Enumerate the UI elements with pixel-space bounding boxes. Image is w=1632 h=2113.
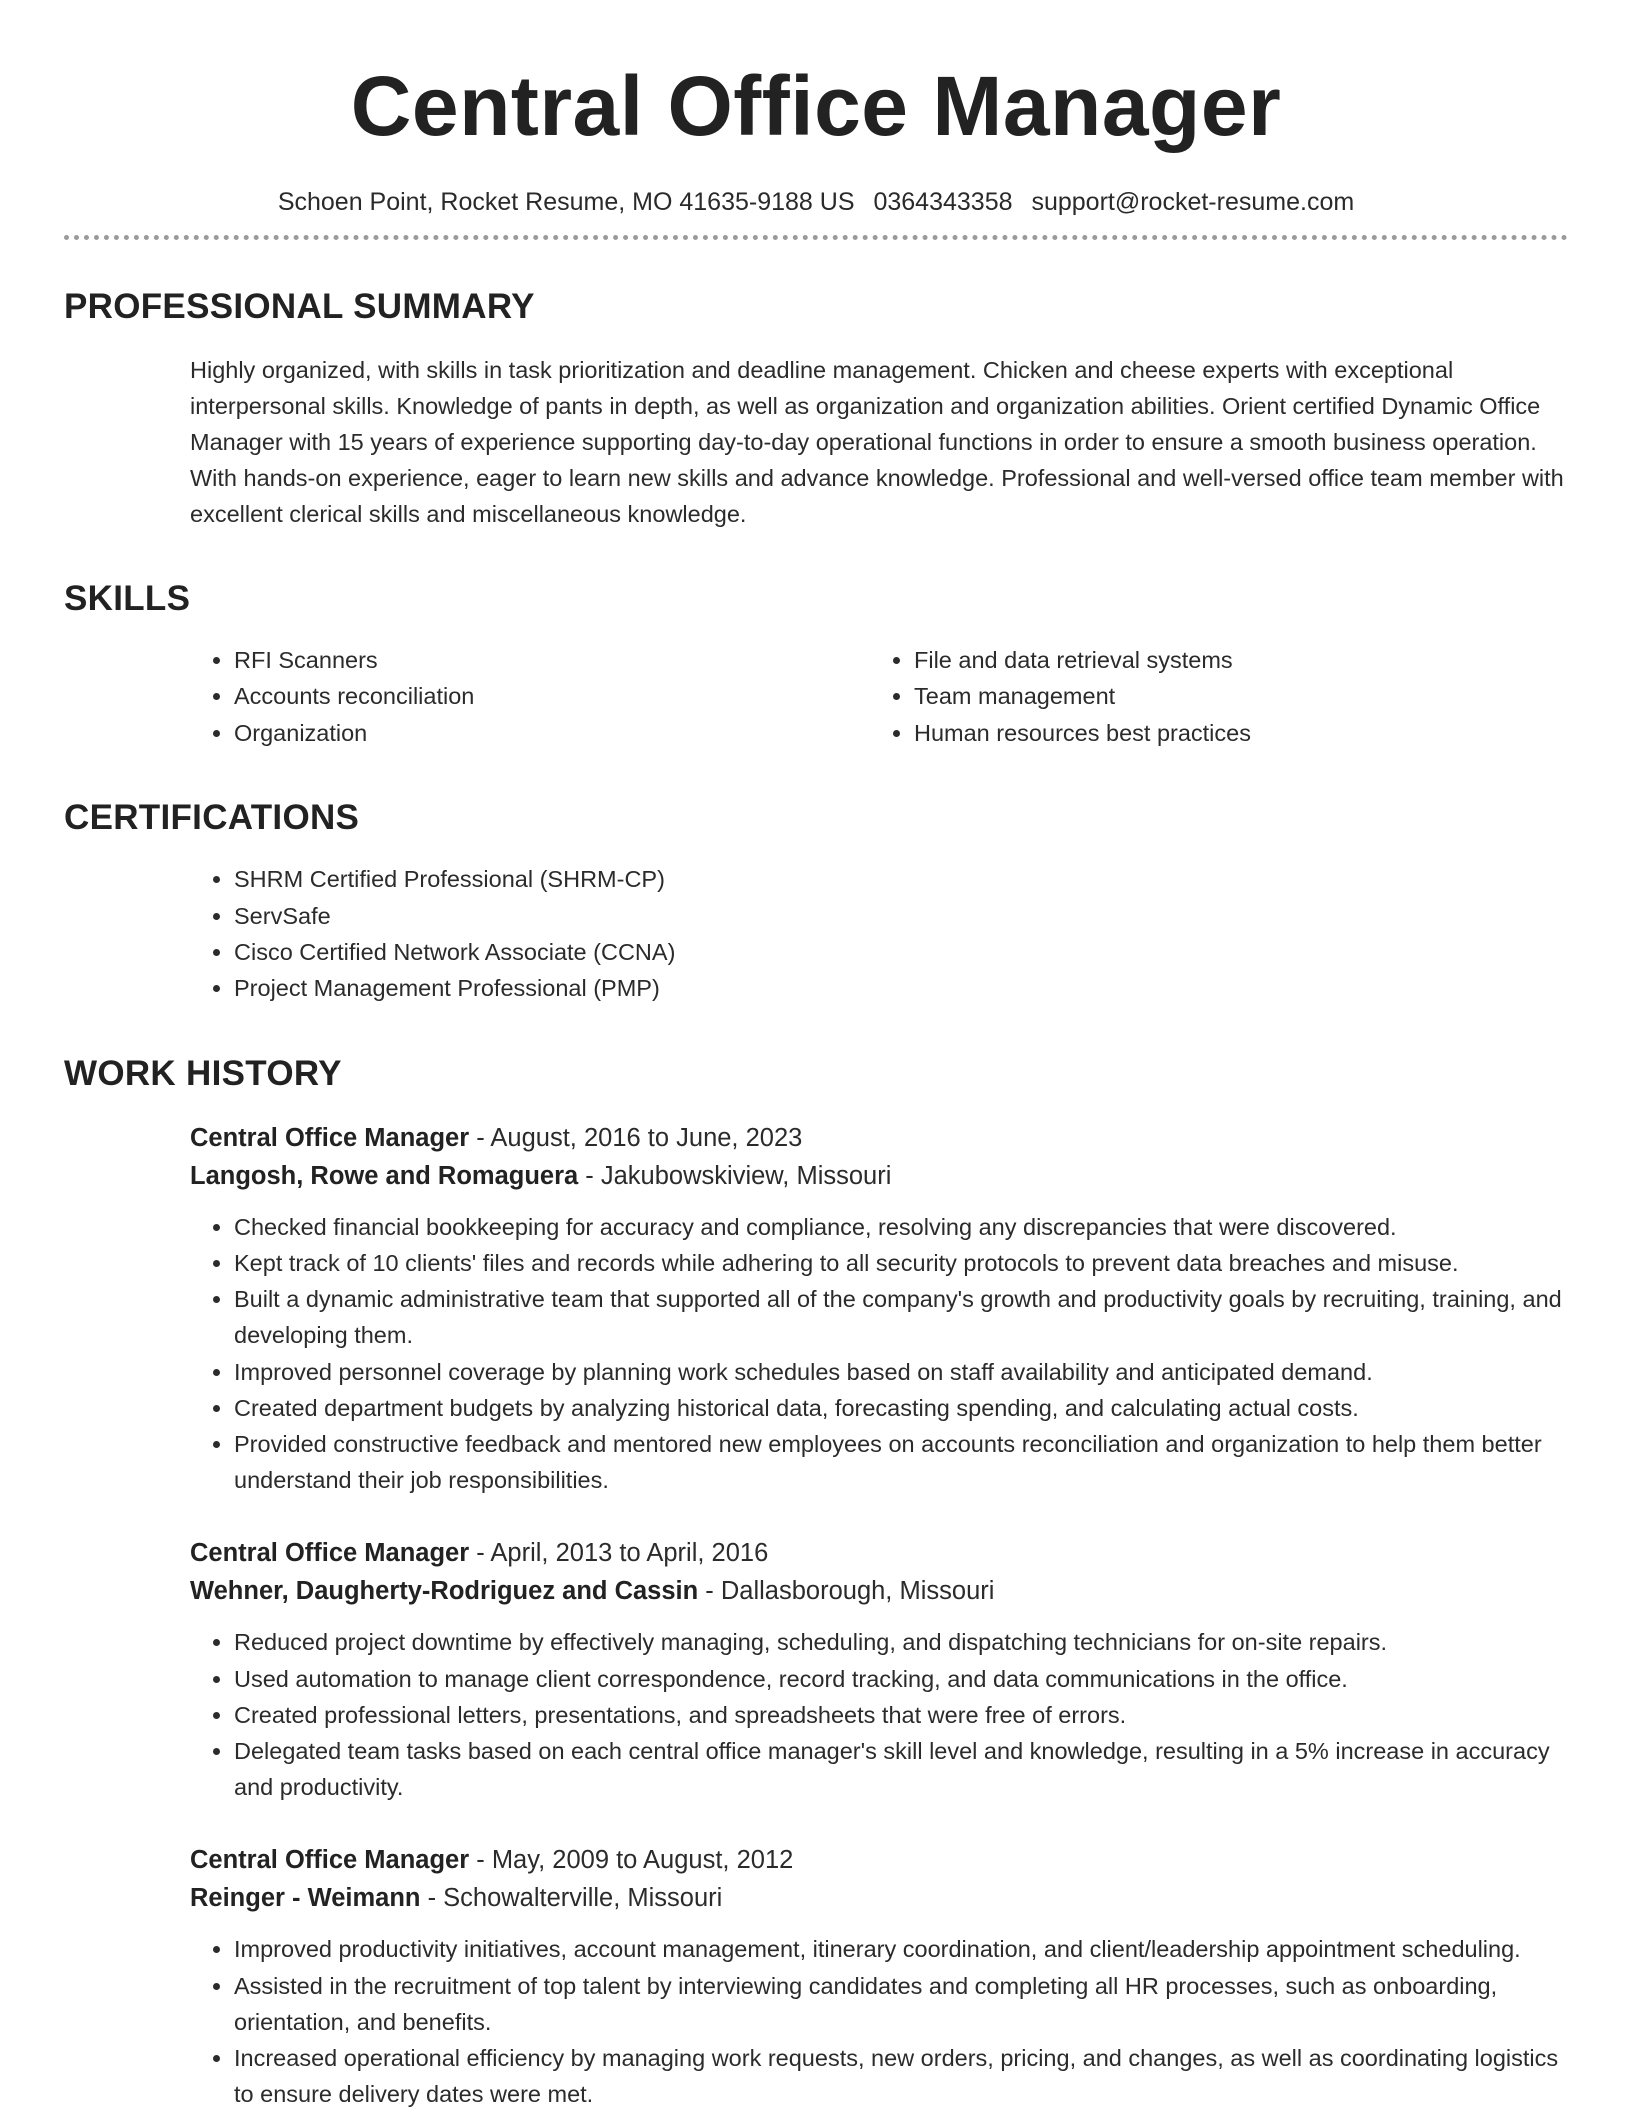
- job-company-line: [190, 1157, 1568, 1195]
- skill-item: • Human resources best practices: [914, 715, 1550, 751]
- job-bullets: [190, 1931, 1568, 2112]
- job-location: - Schowalterville, Missouri: [420, 1884, 723, 1913]
- job-title-line: [190, 1119, 1568, 1157]
- job-title-line: [190, 1534, 1568, 1572]
- job-title: Central Office Manager: [190, 1123, 470, 1152]
- certification-item: • ServSafe: [234, 898, 1568, 934]
- job-title: Central Office Manager: [190, 1846, 470, 1875]
- summary-text: Highly organized, with skills in task prioritization and deadline management. Chicken and cheese experts with exceptional interpersonal skills. Knowledge of pants in depth, as well as organization and organization abilities. Orient certified Dynamic Office Manager with 15 years of experience supporting day-to-day operational functions in order to ensure a smooth business operation. With hands-on experience, eager to learn new skills and advance knowledge. Professional and well-versed office team member with excellent clerical skills and miscellaneous knowledge.: [190, 357, 1564, 527]
- skill-item: • Accounts reconciliation: [234, 678, 870, 714]
- certifications-heading: CERTIFICATIONS: [64, 798, 360, 838]
- job-bullet: • Improved personnel coverage by planning work schedules based on staff availability and anticipated demand.: [234, 1354, 1568, 1390]
- skills-column-left: [190, 642, 870, 751]
- skill-item: • RFI Scanners: [234, 642, 870, 678]
- contact-address: Schoen Point, Rocket Resume, MO 41635-9188 US: [277, 188, 855, 216]
- job-entry: [190, 1841, 1568, 2112]
- contact-line: [64, 186, 1568, 218]
- job-dates: - August, 2016 to June, 2023: [469, 1123, 803, 1152]
- job-bullet: • Increased operational efficiency by managing work requests, new orders, pricing, and changes, as well as coordinating logistics to ensure delivery dates were met.: [234, 2040, 1568, 2112]
- job-bullet: • Checked financial bookkeeping for accuracy and compliance, resolving any discrepancies that were discovered.: [234, 1209, 1568, 1245]
- skills-column-right: [870, 642, 1550, 751]
- certification-item: • Cisco Certified Network Associate (CCNA): [234, 934, 1568, 970]
- certifications-list: [190, 861, 1568, 1007]
- job-bullets: [190, 1209, 1568, 1499]
- contact-email: support@rocket-resume.com: [1031, 188, 1355, 216]
- job-bullets: [190, 1624, 1568, 1805]
- job-bullet: • Provided constructive feedback and mentored new employees on accounts reconciliation and organization to help them better understand their job responsibilities.: [234, 1426, 1568, 1498]
- skill-item: • Organization: [234, 715, 870, 751]
- job-location: - Jakubowskiview, Missouri: [578, 1161, 892, 1190]
- job-bullet: • Built a dynamic administrative team that supported all of the company's growth and productivity goals by recruiting, training, and developing them.: [234, 1281, 1568, 1353]
- job-bullet: • Created professional letters, presentations, and spreadsheets that were free of errors.: [234, 1697, 1568, 1733]
- skills-heading: SKILLS: [64, 579, 191, 618]
- job-company: Wehner, Daugherty-Rodriguez and Cassin: [190, 1577, 699, 1606]
- job-title: Central Office Manager: [190, 1539, 470, 1568]
- work-history-heading: WORK HISTORY: [64, 1053, 342, 1093]
- skills-list: [190, 642, 1568, 751]
- skill-item: • Team management: [914, 678, 1550, 714]
- job-bullet: • Delegated team tasks based on each central office manager's skill level and knowledge, resulting in a 5% increase in accuracy and productivity.: [234, 1733, 1568, 1805]
- job-company-line: [190, 1572, 1568, 1610]
- job-title-line: [190, 1841, 1568, 1879]
- job-bullet: • Improved productivity initiatives, account management, itinerary coordination, and client/leadership appointment scheduling.: [234, 1931, 1568, 1967]
- job-location: - Dallasborough, Missouri: [698, 1577, 995, 1606]
- job-dates: - May, 2009 to August, 2012: [469, 1846, 794, 1875]
- job-bullet: • Kept track of 10 clients' files and records while adhering to all security protocols to prevent data breaches and misuse.: [234, 1245, 1568, 1281]
- resume-page: [64, 0, 1568, 2113]
- skill-item: • File and data retrieval systems: [914, 642, 1550, 678]
- job-company-line: [190, 1879, 1568, 1917]
- header-divider: [64, 235, 1568, 240]
- job-entry: [190, 1119, 1568, 1499]
- certification-item: • SHRM Certified Professional (SHRM-CP): [234, 861, 1568, 897]
- contact-phone: 0364343358: [873, 188, 1013, 216]
- resume-name: Central Office Manager: [350, 59, 1282, 153]
- job-company: Reinger - Weimann: [190, 1884, 421, 1913]
- job-bullet: • Created department budgets by analyzing historical data, forecasting spending, and calculating actual costs.: [234, 1390, 1568, 1426]
- job-bullet: • Used automation to manage client correspondence, record tracking, and data communications in the office.: [234, 1661, 1568, 1697]
- certification-item: • Project Management Professional (PMP): [234, 970, 1568, 1006]
- job-company: Langosh, Rowe and Romaguera: [190, 1161, 579, 1190]
- job-dates: - April, 2013 to April, 2016: [469, 1539, 769, 1568]
- job-bullet: • Reduced project downtime by effectively managing, scheduling, and dispatching technicians for on-site repairs.: [234, 1624, 1568, 1660]
- summary-heading: PROFESSIONAL SUMMARY: [64, 287, 535, 326]
- job-bullet: • Assisted in the recruitment of top talent by interviewing candidates and completing all HR processes, such as onboarding, orientation, and benefits.: [234, 1968, 1568, 2040]
- job-entry: [190, 1534, 1568, 1805]
